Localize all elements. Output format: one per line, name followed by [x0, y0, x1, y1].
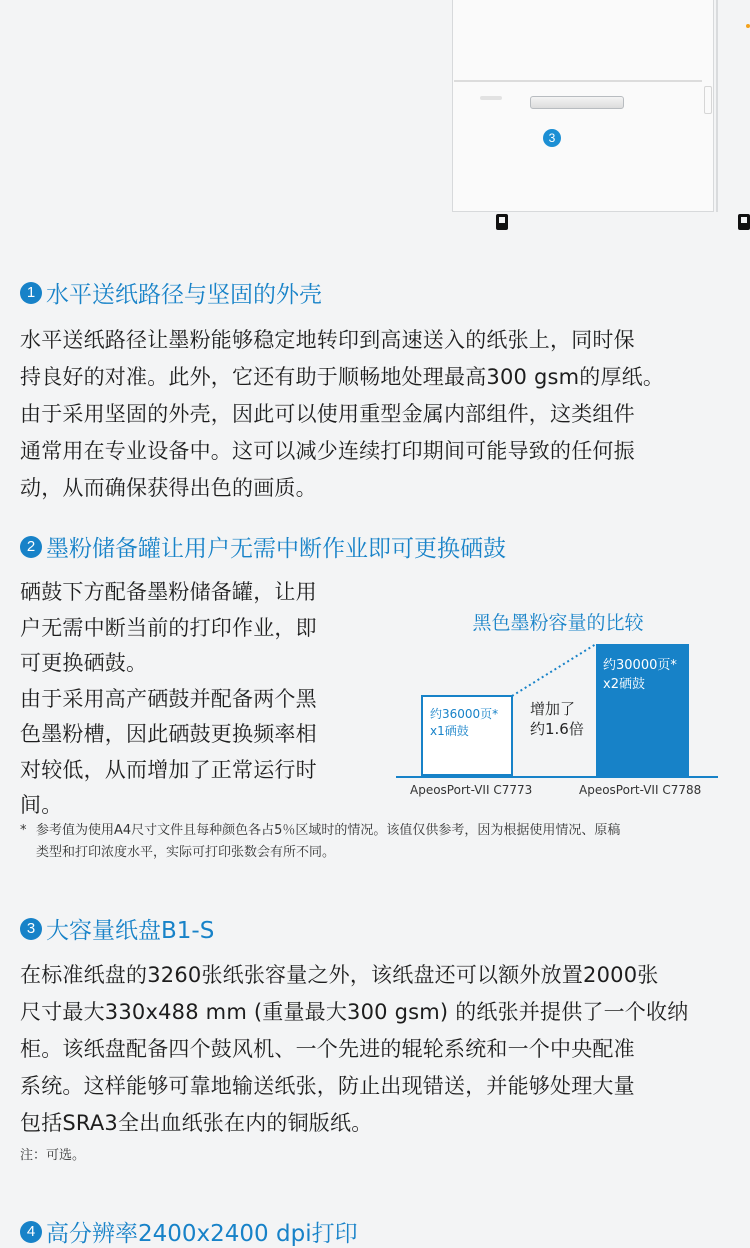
- bar-label-line: 约30000页*: [603, 658, 677, 673]
- category-label-c7773: ApeosPort-VII C7773: [410, 783, 533, 797]
- text-line: 硒鼓下方配备墨粉储备罐，让用: [20, 580, 317, 604]
- bar-label-line: 约36000页*: [430, 707, 499, 721]
- chart-title: 黑色墨粉容量的比较: [472, 612, 644, 634]
- section2-body: [20, 575, 390, 824]
- text-line: 动，从而确保获得出色的画质。: [20, 476, 317, 500]
- footnote-line: 参考值为使用A4尺寸文件且每种颜色各占5％区域时的情况。该值仅供参考，因为根据使用情况、原稿: [36, 823, 621, 838]
- text-line: 系统。这样能够可靠地输送纸张，防止出现错送，并能够处理大量: [20, 1074, 635, 1098]
- footnote-mark: *: [20, 823, 27, 838]
- text-line: 柜。该纸盘配备四个鼓风机、一个先进的辊轮系统和一个中央配准: [20, 1037, 635, 1061]
- tray-marker: 3: [543, 129, 561, 147]
- text-line: 尺寸最大330x488 mm (重量最大300 gsm) 的纸张并提供了一个收纳: [20, 1000, 689, 1024]
- text-line: 持良好的对准。此外，它还有助于顺畅地处理最高300 gsm的厚纸。: [20, 365, 665, 389]
- text-line: 通常用在专业设备中。这可以减少连续打印期间可能导致的任何振: [20, 439, 635, 463]
- section1-number-badge: 1: [20, 282, 42, 304]
- text-line: 在标准纸盘的3260张纸张容量之外，该纸盘还可以额外放置2000张: [20, 963, 659, 987]
- category-label-c7788: ApeosPort-VII C7788: [579, 783, 702, 797]
- printer-divider: [454, 80, 702, 82]
- text-line: 间。: [20, 793, 63, 817]
- bar-label-c7788: [603, 656, 687, 694]
- bar-label-line: x2硒鼓: [603, 677, 645, 692]
- footnote-line: 类型和打印浓度水平，实际可打印张数会有所不同。: [36, 845, 336, 860]
- text-line: 水平送纸路径让墨粉能够稳定地转印到高速送入的纸张上，同时保: [20, 328, 635, 352]
- section2-title: 墨粉储备罐让用户无需中断作业即可更换硒鼓: [46, 536, 506, 562]
- text-line: 对较低，从而增加了正常运行时: [20, 757, 317, 782]
- annotation-line: 约1.6倍: [530, 720, 584, 738]
- text-line: 包括SRA3全出血纸张在内的铜版纸。: [20, 1111, 373, 1135]
- text-line: 由于采用高产硒鼓并配备两个黑: [20, 686, 317, 711]
- tray-handle: [530, 96, 624, 109]
- increase-annotation: [530, 699, 584, 739]
- text-line: 可更换硒鼓。: [20, 651, 148, 675]
- caster-wheel: [496, 214, 508, 230]
- text-line: 由于采用坚固的外壳，因此可以使用重型金属内部组件，这类组件: [20, 402, 635, 426]
- section1-body: [20, 322, 740, 507]
- section3-body: [20, 957, 745, 1142]
- section2-heading: [20, 530, 506, 563]
- growth-dotted-line: [510, 640, 600, 700]
- section3-note: 注：可选。: [20, 1148, 86, 1163]
- annotation-line: 增加了: [530, 700, 576, 718]
- section4-title: 高分辨率2400x2400 dpi打印: [46, 1221, 358, 1247]
- caster-wheel: [738, 214, 750, 230]
- section3-number-badge: 3: [20, 918, 42, 940]
- drawer-slot: [704, 86, 712, 114]
- bar-label-c7773: [430, 706, 510, 740]
- text-line: 色墨粉槽，因此硒鼓更换频率相: [20, 722, 317, 746]
- printer-edge: [716, 0, 718, 212]
- bar-label-line: x1硒鼓: [430, 724, 469, 738]
- section2-footnote: [20, 820, 740, 864]
- section3-heading: [20, 912, 214, 945]
- section1-heading: [20, 276, 322, 309]
- section4-number-badge: 4: [20, 1221, 42, 1243]
- chart-baseline: [396, 776, 718, 778]
- text-line: 户无需中断当前的打印作业，即: [20, 615, 317, 640]
- section3-title: 大容量纸盘B1-S: [46, 918, 215, 944]
- section4-heading: [20, 1215, 358, 1248]
- section1-title: 水平送纸路径与坚固的外壳: [46, 282, 322, 308]
- drawer-indicator: [480, 96, 502, 100]
- orange-marker: [746, 24, 750, 28]
- section2-number-badge: 2: [20, 536, 42, 558]
